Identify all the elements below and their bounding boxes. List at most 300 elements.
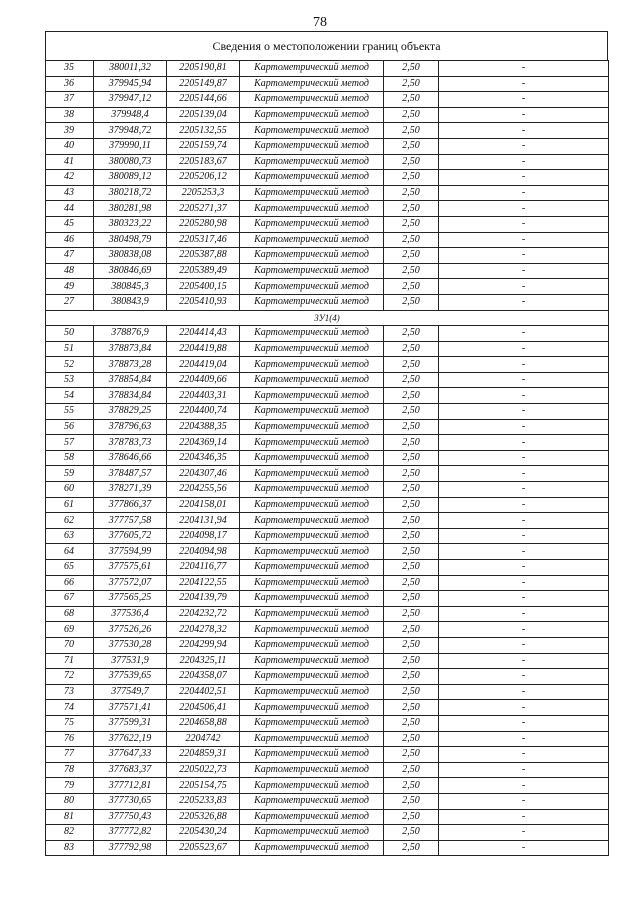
point-number: 40 — [46, 138, 94, 154]
coord-y: 2205253,3 — [167, 185, 240, 201]
description: - — [439, 341, 609, 357]
method: Картометрический метод — [240, 637, 384, 653]
table-row — [46, 450, 609, 466]
coord-y: 2204232,72 — [167, 606, 240, 622]
method: Картометрический метод — [240, 107, 384, 123]
coord-x: 378873,84 — [94, 341, 167, 357]
point-number: 41 — [46, 154, 94, 170]
accuracy: 2,50 — [384, 294, 439, 310]
coord-x: 380323,22 — [94, 216, 167, 232]
point-number: 72 — [46, 669, 94, 685]
coord-x: 377575,61 — [94, 560, 167, 576]
description: - — [439, 669, 609, 685]
table-row — [46, 622, 609, 638]
description: - — [439, 232, 609, 248]
coord-y: 2204122,55 — [167, 575, 240, 591]
point-number: 67 — [46, 591, 94, 607]
method: Картометрический метод — [240, 513, 384, 529]
coord-x: 377730,65 — [94, 793, 167, 809]
method: Картометрический метод — [240, 622, 384, 638]
coord-y: 2204658,88 — [167, 715, 240, 731]
coord-y: 2205233,83 — [167, 793, 240, 809]
description: - — [439, 762, 609, 778]
coord-x: 377571,41 — [94, 700, 167, 716]
accuracy: 2,50 — [384, 154, 439, 170]
accuracy: 2,50 — [384, 700, 439, 716]
description: - — [439, 216, 609, 232]
table-row — [46, 372, 609, 388]
description: - — [439, 123, 609, 139]
table-row — [46, 747, 609, 763]
description: - — [439, 279, 609, 295]
method: Картометрический метод — [240, 653, 384, 669]
table-row — [46, 232, 609, 248]
point-number: 77 — [46, 747, 94, 763]
description: - — [439, 92, 609, 108]
method: Картометрический метод — [240, 825, 384, 841]
method: Картометрический метод — [240, 341, 384, 357]
page-number: 78 — [313, 15, 327, 30]
method: Картометрический метод — [240, 450, 384, 466]
point-number: 64 — [46, 544, 94, 560]
description: - — [439, 825, 609, 841]
description: - — [439, 809, 609, 825]
table-row — [46, 528, 609, 544]
description: - — [439, 560, 609, 576]
method: Картометрический метод — [240, 591, 384, 607]
coord-x: 378783,73 — [94, 435, 167, 451]
method: Картометрический метод — [240, 154, 384, 170]
coord-y: 2204116,77 — [167, 560, 240, 576]
point-number: 45 — [46, 216, 94, 232]
coord-y: 2205206,12 — [167, 170, 240, 186]
description: - — [439, 138, 609, 154]
point-number: 61 — [46, 497, 94, 513]
accuracy: 2,50 — [384, 575, 439, 591]
point-number: 27 — [46, 294, 94, 310]
description: - — [439, 419, 609, 435]
section-row — [46, 310, 609, 326]
description: - — [439, 793, 609, 809]
point-number: 37 — [46, 92, 94, 108]
table-row — [46, 715, 609, 731]
method: Картометрический метод — [240, 404, 384, 420]
coord-y: 2205387,88 — [167, 248, 240, 264]
table-row — [46, 684, 609, 700]
coord-y: 2205271,37 — [167, 201, 240, 217]
coord-y: 2204742 — [167, 731, 240, 747]
table-row — [46, 326, 609, 342]
point-number: 57 — [46, 435, 94, 451]
accuracy: 2,50 — [384, 669, 439, 685]
point-number: 47 — [46, 248, 94, 264]
point-number: 74 — [46, 700, 94, 716]
accuracy: 2,50 — [384, 92, 439, 108]
coord-x: 377750,43 — [94, 809, 167, 825]
table-row — [46, 482, 609, 498]
point-number: 39 — [46, 123, 94, 139]
coord-x: 379990,11 — [94, 138, 167, 154]
table-row — [46, 762, 609, 778]
point-number: 82 — [46, 825, 94, 841]
point-number: 71 — [46, 653, 94, 669]
method: Картометрический метод — [240, 840, 384, 856]
accuracy: 2,50 — [384, 825, 439, 841]
method: Картометрический метод — [240, 216, 384, 232]
method: Картометрический метод — [240, 232, 384, 248]
coord-y: 2204506,41 — [167, 700, 240, 716]
point-number: 52 — [46, 357, 94, 373]
coord-y: 2205183,67 — [167, 154, 240, 170]
description: - — [439, 107, 609, 123]
table-row — [46, 388, 609, 404]
coord-x: 377594,99 — [94, 544, 167, 560]
point-number: 36 — [46, 76, 94, 92]
coord-y: 2205389,49 — [167, 263, 240, 279]
coord-y: 2204278,32 — [167, 622, 240, 638]
description: - — [439, 653, 609, 669]
method: Картометрический метод — [240, 747, 384, 763]
description: - — [439, 482, 609, 498]
table-row — [46, 560, 609, 576]
coord-x: 378829,25 — [94, 404, 167, 420]
method: Картометрический метод — [240, 606, 384, 622]
point-number: 46 — [46, 232, 94, 248]
coord-x: 377526,26 — [94, 622, 167, 638]
coord-y: 2204414,43 — [167, 326, 240, 342]
description: - — [439, 528, 609, 544]
coord-x: 377539,65 — [94, 669, 167, 685]
point-number: 60 — [46, 482, 94, 498]
accuracy: 2,50 — [384, 637, 439, 653]
coord-y: 2204419,04 — [167, 357, 240, 373]
method: Картометрический метод — [240, 809, 384, 825]
description: - — [439, 637, 609, 653]
coord-x: 380498,79 — [94, 232, 167, 248]
coord-y: 2204299,94 — [167, 637, 240, 653]
point-number: 68 — [46, 606, 94, 622]
coord-x: 377565,25 — [94, 591, 167, 607]
description: - — [439, 435, 609, 451]
description: - — [439, 388, 609, 404]
table-row — [46, 279, 609, 295]
table-row — [46, 107, 609, 123]
coord-x: 380845,3 — [94, 279, 167, 295]
coord-x: 380846,69 — [94, 263, 167, 279]
point-number: 51 — [46, 341, 94, 357]
method: Картометрический метод — [240, 762, 384, 778]
method: Картометрический метод — [240, 185, 384, 201]
accuracy: 2,50 — [384, 653, 439, 669]
accuracy: 2,50 — [384, 560, 439, 576]
table-row — [46, 653, 609, 669]
method: Картометрический метод — [240, 560, 384, 576]
description: - — [439, 606, 609, 622]
accuracy: 2,50 — [384, 466, 439, 482]
point-number: 56 — [46, 419, 94, 435]
accuracy: 2,50 — [384, 513, 439, 529]
point-number: 49 — [46, 279, 94, 295]
method: Картометрический метод — [240, 372, 384, 388]
point-number: 53 — [46, 372, 94, 388]
coord-x: 378487,57 — [94, 466, 167, 482]
method: Картометрический метод — [240, 388, 384, 404]
description: - — [439, 248, 609, 264]
description: - — [439, 357, 609, 373]
table-row — [46, 294, 609, 310]
accuracy: 2,50 — [384, 747, 439, 763]
coord-y: 2205523,67 — [167, 840, 240, 856]
method: Картометрический метод — [240, 528, 384, 544]
table-row — [46, 544, 609, 560]
table-row — [46, 497, 609, 513]
coord-y: 2204139,79 — [167, 591, 240, 607]
point-number: 62 — [46, 513, 94, 529]
accuracy: 2,50 — [384, 809, 439, 825]
method: Картометрический метод — [240, 482, 384, 498]
accuracy: 2,50 — [384, 762, 439, 778]
point-number: 43 — [46, 185, 94, 201]
coord-y: 2204094,98 — [167, 544, 240, 560]
coord-x: 377530,28 — [94, 637, 167, 653]
method: Картометрический метод — [240, 248, 384, 264]
table-row — [46, 138, 609, 154]
coord-x: 379948,72 — [94, 123, 167, 139]
coord-x: 377599,31 — [94, 715, 167, 731]
point-number: 70 — [46, 637, 94, 653]
coord-x: 380843,9 — [94, 294, 167, 310]
coord-x: 380011,32 — [94, 61, 167, 77]
description: - — [439, 715, 609, 731]
coord-y: 2204859,31 — [167, 747, 240, 763]
accuracy: 2,50 — [384, 263, 439, 279]
coord-x: 377712,81 — [94, 778, 167, 794]
description: - — [439, 372, 609, 388]
coord-y: 2204388,35 — [167, 419, 240, 435]
method: Картометрический метод — [240, 279, 384, 295]
coord-x: 377866,37 — [94, 497, 167, 513]
accuracy: 2,50 — [384, 497, 439, 513]
accuracy: 2,50 — [384, 326, 439, 342]
point-number: 69 — [46, 622, 94, 638]
coord-y: 2204098,17 — [167, 528, 240, 544]
description: - — [439, 294, 609, 310]
accuracy: 2,50 — [384, 201, 439, 217]
accuracy: 2,50 — [384, 606, 439, 622]
coord-x: 378796,63 — [94, 419, 167, 435]
coord-y: 2204358,07 — [167, 669, 240, 685]
coord-y: 2205144,66 — [167, 92, 240, 108]
table-row — [46, 637, 609, 653]
table-row — [46, 357, 609, 373]
table-row — [46, 591, 609, 607]
description: - — [439, 326, 609, 342]
coord-y: 2204307,46 — [167, 466, 240, 482]
coord-x: 377572,07 — [94, 575, 167, 591]
point-number: 63 — [46, 528, 94, 544]
coord-x: 377647,33 — [94, 747, 167, 763]
accuracy: 2,50 — [384, 778, 439, 794]
section-label: 3У1(4) — [46, 310, 609, 326]
table-row — [46, 76, 609, 92]
accuracy: 2,50 — [384, 684, 439, 700]
point-number: 55 — [46, 404, 94, 420]
coord-x: 379948,4 — [94, 107, 167, 123]
accuracy: 2,50 — [384, 279, 439, 295]
coord-y: 2205022,73 — [167, 762, 240, 778]
method: Картометрический метод — [240, 793, 384, 809]
coord-x: 377605,72 — [94, 528, 167, 544]
point-number: 81 — [46, 809, 94, 825]
accuracy: 2,50 — [384, 76, 439, 92]
coord-y: 2205430,24 — [167, 825, 240, 841]
method: Картометрический метод — [240, 76, 384, 92]
point-number: 66 — [46, 575, 94, 591]
point-number: 79 — [46, 778, 94, 794]
coord-x: 378646,66 — [94, 450, 167, 466]
table-row — [46, 154, 609, 170]
point-number: 48 — [46, 263, 94, 279]
accuracy: 2,50 — [384, 357, 439, 373]
method: Картометрический метод — [240, 61, 384, 77]
table-row — [46, 575, 609, 591]
coord-y: 2205190,81 — [167, 61, 240, 77]
coord-x: 378271,39 — [94, 482, 167, 498]
table-row — [46, 669, 609, 685]
accuracy: 2,50 — [384, 372, 439, 388]
method: Картометрический метод — [240, 326, 384, 342]
coord-y: 2204400,74 — [167, 404, 240, 420]
description: - — [439, 747, 609, 763]
method: Картометрический метод — [240, 435, 384, 451]
coord-x: 378854,84 — [94, 372, 167, 388]
description: - — [439, 61, 609, 77]
table-row — [46, 216, 609, 232]
coord-y: 2205410,93 — [167, 294, 240, 310]
table-row — [46, 248, 609, 264]
point-number: 50 — [46, 326, 94, 342]
method: Картометрический метод — [240, 778, 384, 794]
description: - — [439, 544, 609, 560]
description: - — [439, 622, 609, 638]
coord-x: 380281,98 — [94, 201, 167, 217]
method: Картометрический метод — [240, 123, 384, 139]
accuracy: 2,50 — [384, 341, 439, 357]
method: Картометрический метод — [240, 731, 384, 747]
coord-y: 2204325,11 — [167, 653, 240, 669]
point-number: 76 — [46, 731, 94, 747]
method: Картометрический метод — [240, 357, 384, 373]
point-number: 54 — [46, 388, 94, 404]
accuracy: 2,50 — [384, 840, 439, 856]
table-row — [46, 201, 609, 217]
table-row — [46, 263, 609, 279]
coord-x: 378876,9 — [94, 326, 167, 342]
point-number: 42 — [46, 170, 94, 186]
accuracy: 2,50 — [384, 731, 439, 747]
coord-x: 377757,58 — [94, 513, 167, 529]
description: - — [439, 840, 609, 856]
method: Картометрический метод — [240, 138, 384, 154]
description: - — [439, 185, 609, 201]
coord-x: 380089,12 — [94, 170, 167, 186]
coordinates-table — [45, 60, 609, 856]
coord-x: 377549,7 — [94, 684, 167, 700]
table-row — [46, 170, 609, 186]
point-number: 83 — [46, 840, 94, 856]
coord-y: 2204402,51 — [167, 684, 240, 700]
method: Картометрический метод — [240, 201, 384, 217]
table-row — [46, 419, 609, 435]
accuracy: 2,50 — [384, 544, 439, 560]
table-row — [46, 123, 609, 139]
description: - — [439, 263, 609, 279]
table-row — [46, 731, 609, 747]
method: Картометрический метод — [240, 497, 384, 513]
accuracy: 2,50 — [384, 793, 439, 809]
coord-x: 380080,73 — [94, 154, 167, 170]
accuracy: 2,50 — [384, 482, 439, 498]
method: Картометрический метод — [240, 294, 384, 310]
coord-x: 378834,84 — [94, 388, 167, 404]
table-row — [46, 606, 609, 622]
table-row — [46, 793, 609, 809]
table-row — [46, 466, 609, 482]
accuracy: 2,50 — [384, 435, 439, 451]
accuracy: 2,50 — [384, 248, 439, 264]
coord-y: 2205326,88 — [167, 809, 240, 825]
point-number: 73 — [46, 684, 94, 700]
point-number: 78 — [46, 762, 94, 778]
point-number: 58 — [46, 450, 94, 466]
description: - — [439, 731, 609, 747]
accuracy: 2,50 — [384, 419, 439, 435]
method: Картометрический метод — [240, 170, 384, 186]
table-row — [46, 778, 609, 794]
table-row — [46, 809, 609, 825]
coord-x: 379945,94 — [94, 76, 167, 92]
accuracy: 2,50 — [384, 388, 439, 404]
table-row — [46, 825, 609, 841]
accuracy: 2,50 — [384, 404, 439, 420]
coord-y: 2205139,04 — [167, 107, 240, 123]
table-row — [46, 92, 609, 108]
description: - — [439, 201, 609, 217]
coord-x: 377792,98 — [94, 840, 167, 856]
description: - — [439, 154, 609, 170]
method: Картометрический метод — [240, 715, 384, 731]
coord-x: 379947,12 — [94, 92, 167, 108]
method: Картометрический метод — [240, 466, 384, 482]
accuracy: 2,50 — [384, 622, 439, 638]
coord-x: 380838,08 — [94, 248, 167, 264]
point-number: 80 — [46, 793, 94, 809]
method: Картометрический метод — [240, 263, 384, 279]
description: - — [439, 778, 609, 794]
point-number: 59 — [46, 466, 94, 482]
coord-y: 2205280,98 — [167, 216, 240, 232]
coord-y: 2204131,94 — [167, 513, 240, 529]
coord-y: 2204403,31 — [167, 388, 240, 404]
table-title: Сведения о местоположении границ объекта — [45, 31, 608, 60]
method: Картометрический метод — [240, 700, 384, 716]
accuracy: 2,50 — [384, 450, 439, 466]
table-row — [46, 840, 609, 856]
coord-x: 377536,4 — [94, 606, 167, 622]
description: - — [439, 466, 609, 482]
accuracy: 2,50 — [384, 715, 439, 731]
method: Картометрический метод — [240, 684, 384, 700]
